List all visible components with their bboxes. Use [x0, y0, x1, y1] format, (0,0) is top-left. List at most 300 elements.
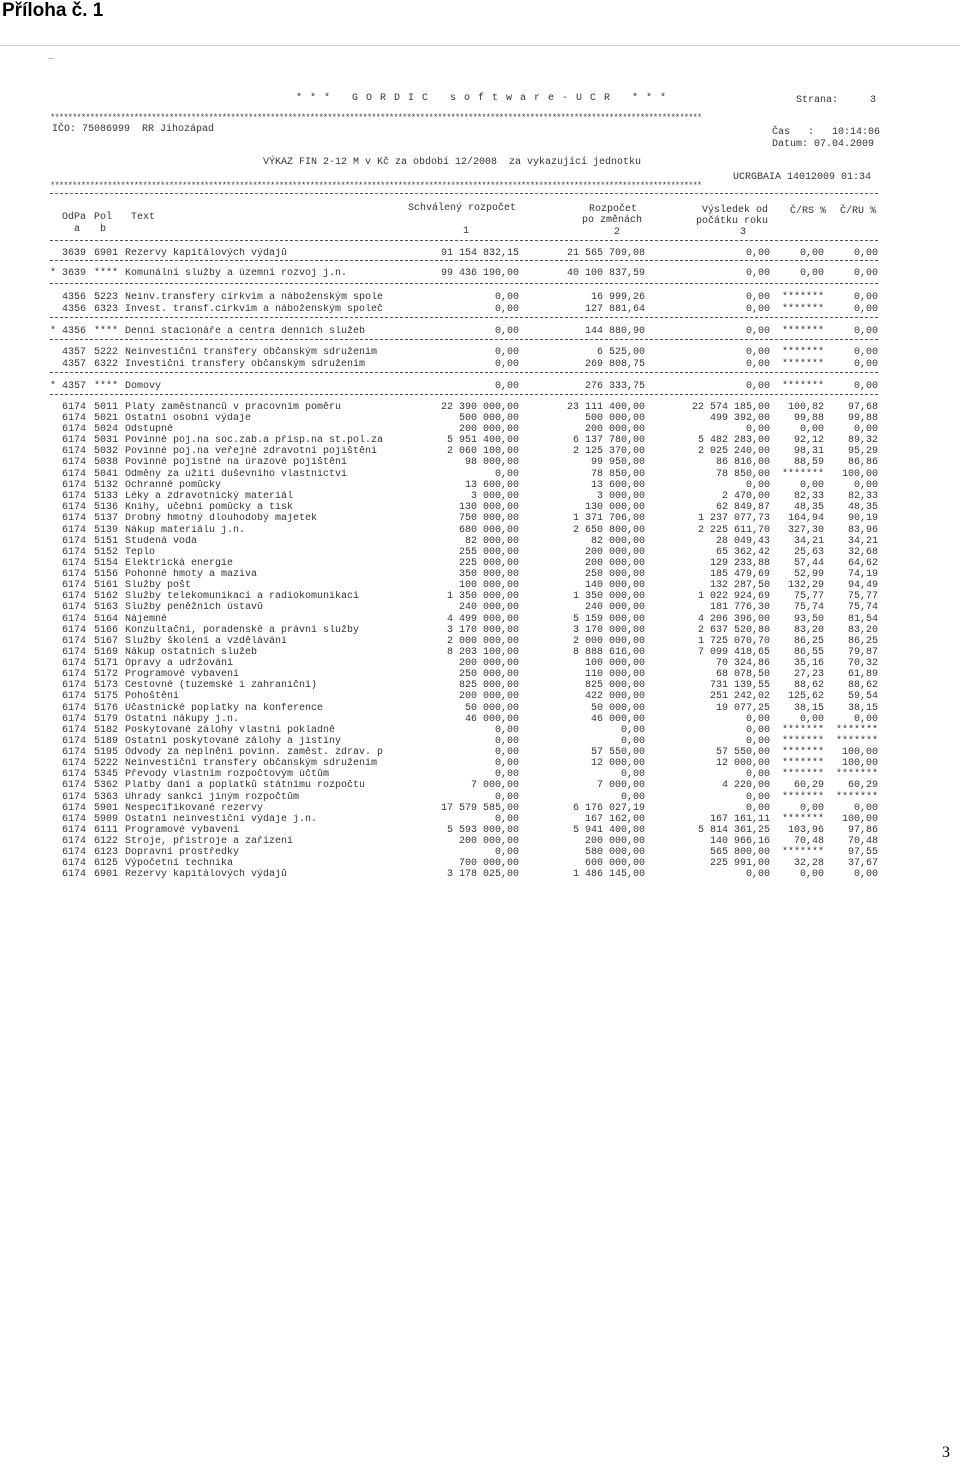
row-budget: 130 000,00: [458, 502, 519, 513]
row-pct-rs: 70,48: [793, 836, 824, 847]
col-1: 1: [463, 226, 470, 237]
row-budget-adjusted: 500 000,00: [584, 413, 645, 424]
row-text: Léky a zdravotnický materiál: [125, 491, 294, 502]
row-pol: 6123: [94, 847, 119, 858]
row-result: 185 479,69: [709, 569, 770, 580]
row-text: Invest. transf.církvím a náboženským společ: [125, 304, 384, 315]
row-pol: 5223: [94, 292, 119, 303]
row-pol: 5011: [94, 402, 119, 413]
row-budget: 700 000,00: [458, 858, 519, 869]
row-odpa: 6174: [62, 858, 87, 869]
row-odpa: 6174: [62, 658, 87, 669]
row-budget: 0,00: [494, 725, 519, 736]
col-rozpocet-2: po změnách: [582, 215, 643, 226]
row-budget: 46 000,00: [464, 714, 519, 725]
row-text: Odvody za neplnění povinn. zaměst. zdrav. p: [125, 747, 384, 758]
col-a: a: [74, 224, 81, 235]
row-result: 167 161,11: [709, 814, 770, 825]
row-budget-adjusted: 50 000,00: [590, 703, 645, 714]
row-pct-rs: 25,63: [793, 547, 824, 558]
row-text: Elektrická energie: [125, 558, 234, 569]
row-pct-ru: 0,00: [853, 248, 878, 259]
row-odpa: 3639: [62, 248, 87, 259]
row-budget-adjusted: 825 000,00: [584, 680, 645, 691]
row-budget-adjusted: 127 881,64: [584, 304, 645, 315]
row-budget-adjusted: 2 000 000,00: [572, 636, 645, 647]
row-budget-adjusted: 580 000,00: [584, 847, 645, 858]
row-result: 225 991,00: [709, 858, 770, 869]
row-result: 5 482 283,00: [697, 435, 770, 446]
section-divider: [50, 260, 878, 261]
row-pct-rs: 0,00: [799, 869, 824, 880]
row-result: 181 776,30: [709, 602, 770, 613]
row-budget: 255 000,00: [458, 547, 519, 558]
row-pct-rs: *******: [781, 736, 824, 747]
table-row: [50, 424, 878, 435]
row-pol: 5166: [94, 625, 119, 636]
row-result: 2 225 611,70: [697, 525, 770, 536]
top-divider: [0, 45, 960, 46]
row-text: Teplo: [125, 547, 156, 558]
report-title: * * * G O R D I C s o f t w a r e - U C R * * *: [296, 93, 668, 104]
row-pct-rs: *******: [781, 359, 824, 370]
row-odpa: 6174: [62, 625, 87, 636]
row-pol: 5175: [94, 691, 119, 702]
row-budget-adjusted: 16 999,26: [590, 292, 645, 303]
row-pct-ru: 38,15: [847, 703, 878, 714]
row-text: Rezervy kapitálových výdajů: [125, 248, 288, 259]
row-budget: 1 350 000,00: [446, 591, 519, 602]
row-pct-rs: 32,28: [793, 858, 824, 869]
row-budget: 225 000,00: [458, 558, 519, 569]
row-text: Studená voda: [125, 536, 198, 547]
row-text: Opravy a udržování: [125, 658, 234, 669]
row-budget-adjusted: 0,00: [620, 725, 645, 736]
row-budget: 0,00: [494, 792, 519, 803]
row-pct-rs: 75,77: [793, 591, 824, 602]
row-budget-adjusted: 7 000,00: [596, 780, 645, 791]
table-row: [50, 536, 878, 547]
row-budget: 200 000,00: [458, 658, 519, 669]
cas-line: Čas : 10:14:06: [772, 127, 881, 138]
row-budget: 100 000,00: [458, 580, 519, 591]
row-pct-ru: *******: [835, 769, 878, 780]
row-pol: 5176: [94, 703, 119, 714]
col-3: 3: [740, 227, 747, 238]
row-odpa: 6174: [62, 602, 87, 613]
row-pct-rs: 0,00: [799, 248, 824, 259]
row-budget: 98 000,00: [464, 457, 519, 468]
row-pol: 5137: [94, 513, 119, 524]
col-pol: Pol: [94, 212, 113, 223]
row-text: Platby daní a poplatků státnímu rozpočtu: [125, 780, 366, 791]
subtotal-divider: [50, 283, 878, 284]
col-2: 2: [614, 227, 621, 238]
row-pol: 5021: [94, 413, 119, 424]
row-text: Nájemné: [125, 614, 168, 625]
table-row: [50, 558, 878, 569]
row-text: Neinvestiční transfery občanským sdružením: [125, 758, 378, 769]
row-budget-adjusted: 82 000,00: [590, 536, 645, 547]
row-pct-rs: 86,25: [793, 636, 824, 647]
row-odpa: 6174: [62, 769, 87, 780]
row-pct-ru: 100,00: [841, 469, 878, 480]
row-result: 0,00: [745, 736, 770, 747]
row-pct-ru: 0,00: [853, 347, 878, 358]
row-pct-ru: 0,00: [853, 480, 878, 491]
row-result: 129 233,88: [709, 558, 770, 569]
row-pol: 5161: [94, 580, 119, 591]
row-pct-rs: *******: [781, 292, 824, 303]
row-budget-adjusted: 144 880,90: [584, 326, 645, 337]
row-odpa: 6174: [62, 836, 87, 847]
strana-label: Strana:: [796, 95, 839, 106]
row-pct-rs: 93,50: [793, 614, 824, 625]
row-pct-rs: 86,55: [793, 647, 824, 658]
row-odpa: 6174: [62, 413, 87, 424]
table-row: [50, 569, 878, 580]
row-budget-adjusted: 130 000,00: [584, 502, 645, 513]
row-text: Úhrady sankcí jiným rozpočtům: [125, 792, 300, 803]
row-text: Ostatní neinvestiční výdaje j.n.: [125, 814, 318, 825]
row-pct-rs: 92,12: [793, 435, 824, 446]
row-pct-ru: 70,32: [847, 658, 878, 669]
row-result: 28 049,43: [715, 536, 770, 547]
row-marker: *: [50, 381, 57, 392]
row-odpa: 6174: [62, 424, 87, 435]
row-odpa: 6174: [62, 580, 87, 591]
row-pct-ru: 88,62: [847, 680, 878, 691]
row-pol: 5179: [94, 714, 119, 725]
row-budget: 3 170 000,00: [446, 625, 519, 636]
row-budget: 240 000,00: [458, 602, 519, 613]
row-pol: 5363: [94, 792, 119, 803]
row-pol: ****: [94, 326, 119, 337]
row-budget-adjusted: 0,00: [620, 736, 645, 747]
row-result: 0,00: [745, 792, 770, 803]
table-row: [50, 636, 878, 647]
row-pol: 6122: [94, 836, 119, 847]
row-odpa: 4357: [62, 381, 87, 392]
row-budget: 17 579 585,00: [440, 803, 519, 814]
row-pct-ru: 95,29: [847, 446, 878, 457]
table-row: [50, 347, 878, 358]
star-separator: ****************************************************************************************************************************************************: [50, 113, 702, 123]
row-budget-adjusted: 0,00: [620, 769, 645, 780]
table-row: [50, 858, 878, 869]
row-odpa: 6174: [62, 435, 87, 446]
row-odpa: 6174: [62, 736, 87, 747]
row-pct-rs: 83,20: [793, 625, 824, 636]
row-odpa: 6174: [62, 691, 87, 702]
table-row: [50, 435, 878, 446]
row-pct-ru: 100,00: [841, 747, 878, 758]
row-odpa: 6174: [62, 869, 87, 880]
row-result: 22 574 185,00: [691, 402, 770, 413]
row-text: Pohonné hmoty a maziva: [125, 569, 258, 580]
table-row: [50, 248, 878, 259]
row-odpa: 6174: [62, 558, 87, 569]
row-pol: 5173: [94, 680, 119, 691]
row-budget-adjusted: 600 000,00: [584, 858, 645, 869]
row-pct-rs: 98,31: [793, 446, 824, 457]
row-budget: 91 154 832,15: [440, 248, 519, 259]
row-result: 0,00: [745, 714, 770, 725]
row-text: Rezervy kapitálových výdajů: [125, 869, 288, 880]
row-pct-rs: 38,15: [793, 703, 824, 714]
row-pct-rs: 0,00: [799, 424, 824, 435]
row-pol: 6125: [94, 858, 119, 869]
row-odpa: 6174: [62, 669, 87, 680]
row-pol: 5195: [94, 747, 119, 758]
table-row: [50, 747, 878, 758]
row-result: 57 550,00: [715, 747, 770, 758]
row-budget-adjusted: 99 950,00: [590, 457, 645, 468]
row-text: Převody vlastním rozpočtovým účtům: [125, 769, 330, 780]
row-pct-ru: 100,00: [841, 814, 878, 825]
row-result: 86 816,00: [715, 457, 770, 468]
table-row: [50, 525, 878, 536]
row-result: 2 470,00: [721, 491, 770, 502]
row-pct-rs: 125,62: [787, 691, 824, 702]
table-row: [50, 480, 878, 491]
table-row: [50, 869, 878, 880]
row-pol: 5136: [94, 502, 119, 513]
row-text: Dopravní prostředky: [125, 847, 240, 858]
row-result: 0,00: [745, 292, 770, 303]
row-pol: 5041: [94, 469, 119, 480]
row-marker: *: [50, 268, 57, 279]
row-pct-ru: 0,00: [853, 292, 878, 303]
row-pol: 5909: [94, 814, 119, 825]
row-text: Programové vybavení: [125, 825, 240, 836]
table-row: [50, 691, 878, 702]
row-pol: 5152: [94, 547, 119, 558]
row-pol: 5031: [94, 435, 119, 446]
row-pol: 5154: [94, 558, 119, 569]
row-result: 132 287,50: [709, 580, 770, 591]
row-pol: 5169: [94, 647, 119, 658]
row-pct-ru: *******: [835, 736, 878, 747]
row-pct-ru: *******: [835, 725, 878, 736]
row-budget: 500 000,00: [458, 413, 519, 424]
row-budget-adjusted: 250 000,00: [584, 569, 645, 580]
table-row: [50, 669, 878, 680]
row-budget: 200 000,00: [458, 836, 519, 847]
row-pct-rs: 82,33: [793, 491, 824, 502]
row-pct-rs: *******: [781, 847, 824, 858]
row-budget: 0,00: [494, 847, 519, 858]
row-text: Povinné poj.na veřejné zdravotní pojištění: [125, 446, 378, 457]
row-pct-ru: 0,00: [853, 304, 878, 315]
subtotal-divider: [50, 339, 878, 340]
row-budget: 0,00: [494, 292, 519, 303]
row-result: 7 099 418,65: [697, 647, 770, 658]
row-pol: 5345: [94, 769, 119, 780]
row-pct-ru: 97,55: [847, 847, 878, 858]
row-pct-ru: 37,67: [847, 858, 878, 869]
row-odpa: 6174: [62, 614, 87, 625]
row-pct-rs: *******: [781, 469, 824, 480]
row-result: 731 139,55: [709, 680, 770, 691]
row-budget: 0,00: [494, 747, 519, 758]
row-odpa: 6174: [62, 636, 87, 647]
row-pct-ru: 75,74: [847, 602, 878, 613]
row-budget-adjusted: 13 600,00: [590, 480, 645, 491]
table-row: [50, 381, 878, 392]
row-odpa: 4357: [62, 347, 87, 358]
row-result: 140 966,16: [709, 836, 770, 847]
row-pol: 5162: [94, 591, 119, 602]
table-row: [50, 292, 878, 303]
row-odpa: 6174: [62, 803, 87, 814]
row-pol: 5038: [94, 457, 119, 468]
column-header-divider: [50, 240, 878, 241]
row-text: Programové vybavení: [125, 669, 240, 680]
table-row: [50, 580, 878, 591]
row-pct-rs: 0,00: [799, 268, 824, 279]
section-divider: [50, 317, 878, 318]
table-row: [50, 647, 878, 658]
row-pct-ru: 0,00: [853, 869, 878, 880]
row-text: Povinné poj.na soc.zab.a přísp.na st.pol.za: [125, 435, 384, 446]
row-pol: 5156: [94, 569, 119, 580]
row-result: 70 324,86: [715, 658, 770, 669]
star-separator: ****************************************************************************************************************************************************: [50, 181, 702, 191]
row-odpa: 6174: [62, 780, 87, 791]
col-rozpocet-1: Rozpočet: [589, 204, 638, 215]
row-pct-rs: 60,29: [793, 780, 824, 791]
table-row: [50, 402, 878, 413]
row-budget: 200 000,00: [458, 691, 519, 702]
row-budget: 22 390 000,00: [440, 402, 519, 413]
row-pct-ru: 0,00: [853, 714, 878, 725]
row-text: Investiční transfery občanským sdružením: [125, 359, 366, 370]
report-code: UCRGBAIA 14012009 01:34: [733, 172, 872, 183]
row-pct-rs: 99,88: [793, 413, 824, 424]
row-result: 4 220,00: [721, 780, 770, 791]
row-result: 0,00: [745, 268, 770, 279]
row-text: Denní stacionáře a centra denních služeb: [125, 326, 366, 337]
row-result: 1 237 077,73: [697, 513, 770, 524]
row-text: Ostatní poskytované zálohy a jistiny: [125, 736, 342, 747]
table-row: [50, 491, 878, 502]
row-pol: 5901: [94, 803, 119, 814]
row-text: Stroje, přístroje a zařízení: [125, 836, 294, 847]
row-marker: *: [50, 326, 57, 337]
row-budget-adjusted: 0,00: [620, 792, 645, 803]
row-pol: 6323: [94, 304, 119, 315]
row-odpa: 4356: [62, 326, 87, 337]
row-text: Odměny za užití duševního vlastnictví: [125, 469, 348, 480]
table-row: [50, 769, 878, 780]
row-pol: 6111: [94, 825, 119, 836]
row-result: 0,00: [745, 869, 770, 880]
row-odpa: 4356: [62, 292, 87, 303]
table-row: [50, 513, 878, 524]
row-text: Ochranné pomůcky: [125, 480, 222, 491]
row-pct-ru: 97,86: [847, 825, 878, 836]
table-row: [50, 326, 878, 337]
row-budget: 5 951 400,00: [446, 435, 519, 446]
row-pol: 5189: [94, 736, 119, 747]
row-result: 0,00: [745, 480, 770, 491]
row-text: Nespecifikované rezervy: [125, 803, 264, 814]
subtotal-divider: [50, 394, 878, 395]
row-pol: 5132: [94, 480, 119, 491]
row-pct-ru: 94,49: [847, 580, 878, 591]
table-row: [50, 792, 878, 803]
row-result: 0,00: [745, 769, 770, 780]
row-odpa: 6174: [62, 747, 87, 758]
row-pct-ru: 75,77: [847, 591, 878, 602]
row-budget-adjusted: 1 371 706,00: [572, 513, 645, 524]
row-pct-rs: *******: [781, 304, 824, 315]
row-odpa: 6174: [62, 402, 87, 413]
row-pct-ru: 99,88: [847, 413, 878, 424]
row-text: Neinv.transfery církvím a náboženským spole: [125, 292, 384, 303]
col-cru: Č/RU %: [840, 206, 877, 217]
row-pct-rs: 0,00: [799, 714, 824, 725]
row-result: 0,00: [745, 347, 770, 358]
row-odpa: 6174: [62, 714, 87, 725]
row-pct-ru: 86,86: [847, 457, 878, 468]
row-budget-adjusted: 276 333,75: [584, 381, 645, 392]
row-budget: 825 000,00: [458, 680, 519, 691]
table-row: [50, 359, 878, 370]
col-crs: Č/RS %: [790, 206, 827, 217]
row-text: Pohoštění: [125, 691, 180, 702]
row-budget-adjusted: 40 100 837,59: [566, 268, 645, 279]
row-pct-rs: 0,00: [799, 803, 824, 814]
row-odpa: 6174: [62, 703, 87, 714]
row-result: 251 242,02: [709, 691, 770, 702]
row-odpa: 6174: [62, 536, 87, 547]
row-result: 565 800,00: [709, 847, 770, 858]
row-pct-ru: 0,00: [853, 326, 878, 337]
row-text: Služby školení a vzdělávání: [125, 636, 288, 647]
row-pct-ru: 82,33: [847, 491, 878, 502]
table-row: [50, 268, 878, 279]
page-heading: Příloha č. 1: [2, 0, 104, 21]
table-row: [50, 725, 878, 736]
row-result: 62 849,87: [715, 502, 770, 513]
row-budget: 2 000 000,00: [446, 636, 519, 647]
row-pct-ru: 34,21: [847, 536, 878, 547]
row-pct-ru: 61,89: [847, 669, 878, 680]
row-budget-adjusted: 140 000,00: [584, 580, 645, 591]
row-text: Nákup materiálu j.n.: [125, 525, 246, 536]
row-pct-ru: 89,32: [847, 435, 878, 446]
table-row: [50, 703, 878, 714]
row-odpa: 6174: [62, 491, 87, 502]
table-row: [50, 469, 878, 480]
row-odpa: 6174: [62, 513, 87, 524]
row-pct-rs: 0,00: [799, 480, 824, 491]
row-result: 2 025 240,00: [697, 446, 770, 457]
row-pct-rs: 75,74: [793, 602, 824, 613]
table-row: [50, 413, 878, 424]
table-row: [50, 836, 878, 847]
row-pol: 5182: [94, 725, 119, 736]
row-pct-rs: 34,21: [793, 536, 824, 547]
row-result: 1 022 924,69: [697, 591, 770, 602]
row-budget-adjusted: 200 000,00: [584, 558, 645, 569]
row-budget: 680 000,00: [458, 525, 519, 536]
row-budget: 7 000,00: [470, 780, 519, 791]
row-budget-adjusted: 78 850,00: [590, 469, 645, 480]
row-pct-rs: *******: [781, 725, 824, 736]
